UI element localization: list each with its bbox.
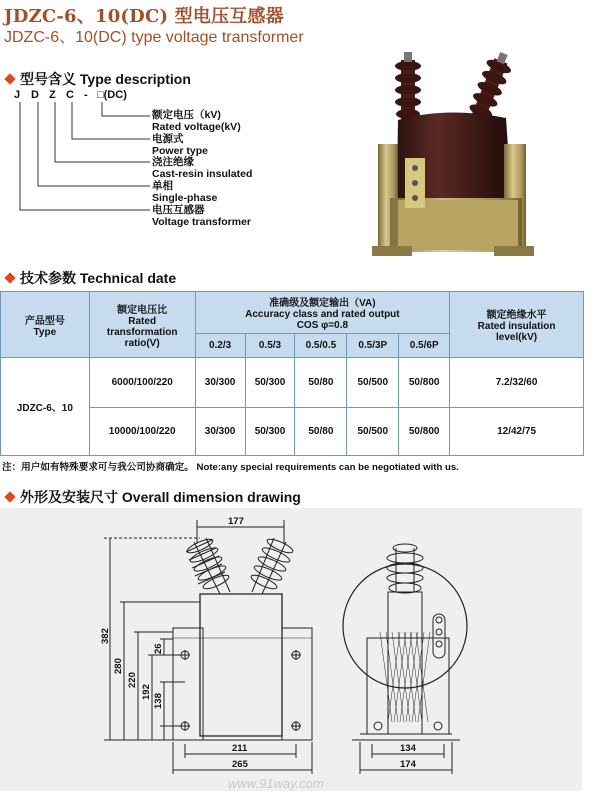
label-rated-voltage-en: Rated voltage(kV) [152,120,241,133]
insulation-cell: 7.2/32/60 [450,358,584,408]
dim-138: 138 [153,693,164,709]
label-voltage-transformer [152,205,251,228]
header-cos: COS φ=0.8 [296,320,349,331]
type-description-heading-text: 型号含义 Type description [20,71,191,87]
header-ratio-cn: 额定电压比 [117,304,168,316]
insulation-cell: 12/42/75 [450,408,584,456]
class-0.5-3p: 0.5/3P [347,334,399,358]
label-voltage-transformer-cn: 电压互感器 [152,204,205,216]
diamond-bullet-icon [4,272,15,283]
code-voltage: □(DC) [97,89,127,101]
dim-26: 26 [153,643,164,654]
spec-table [0,291,584,456]
label-power-type-cn: 电源式 [152,133,184,145]
value-cell: 50/800 [399,408,450,456]
dim-211: 211 [232,743,248,754]
type-description-heading [6,69,191,89]
value-cell: 50/800 [399,358,450,408]
code-letter-d: D [31,89,39,101]
dim-220: 220 [127,672,138,688]
table-row [1,358,584,408]
drawing-heading-text: 外形及安装尺寸 Overall dimension drawing [20,489,301,505]
header-ratio [89,292,195,358]
technical-heading [6,268,176,288]
label-single-phase-cn: 单相 [152,180,173,192]
class-0.5-3: 0.5/3 [245,334,295,358]
class-0.5-6p: 0.5/6P [399,334,450,358]
label-voltage-transformer-en: Voltage transformer [152,215,251,228]
code-letter-j: J [14,89,21,101]
value-cell: 50/80 [295,408,347,456]
value-cell: 50/500 [347,408,399,456]
value-cell: 50/300 [245,408,295,456]
dim-177: 177 [228,516,244,527]
technical-heading-text: 技术参数 Technical date [20,270,177,286]
class-0.5-0.5: 0.5/0.5 [295,334,347,358]
dim-265: 265 [232,759,248,770]
header-model-en: Type [33,326,57,338]
ratio-cell: 10000/100/220 [89,408,195,456]
header-model-cn: 产品型号 [24,315,65,327]
code-dash: - [84,89,88,101]
header-model [1,292,90,358]
header-insulation-en: Rated insulation level(kV) [477,321,556,343]
value-cell: 30/300 [195,358,245,408]
label-cast-resin [152,157,252,180]
side-view [343,544,467,774]
value-cell: 50/500 [347,358,399,408]
label-rated-voltage-cn: 额定电压（kV) [152,109,221,121]
dimension-drawing [0,508,582,791]
front-right-insulator [250,537,295,594]
diamond-bullet-icon [4,491,15,502]
code-letter-c: C [66,89,74,101]
page-title-en: JDZC-6、10(DC) type voltage transformer [4,29,304,46]
ratio-cell: 6000/100/220 [89,358,195,408]
watermark: www.91way.com [228,776,324,791]
header-accuracy-en: Accuracy class and rated output [245,309,400,320]
value-cell: 50/80 [295,358,347,408]
dim-174: 174 [400,759,416,770]
dim-280: 280 [113,658,124,674]
header-insulation [450,292,584,358]
label-cast-resin-cn: 浇注绝缘 [152,156,194,168]
header-insulation-cn: 额定绝缘水平 [486,310,547,321]
header-accuracy [195,292,450,334]
header-ratio-en: Rated transformation ratio(V) [106,315,178,349]
dim-134: 134 [400,743,416,754]
drawing-heading [6,487,301,507]
product-photo [368,48,538,270]
dim-192: 192 [141,684,152,700]
label-power-type-en: Power type [152,144,209,157]
diamond-bullet-icon [4,73,15,84]
special-requirements-note: 注：用户如有特殊要求可与我公司协商确定。 Note:any special requirements can be negotiated with us. [2,462,459,473]
label-cast-resin-en: Cast-resin insulated [152,167,253,180]
value-cell: 50/300 [245,358,295,408]
type-code-leader-lines [0,100,160,230]
page-title-cn: JDZC-6、10(DC) 型电压互感器 [4,6,284,27]
model-cell: JDZC-6、10 [1,358,90,456]
dim-382: 382 [100,628,111,644]
header-accuracy-cn: 准确级及额定输出（VA) [269,298,376,309]
value-cell: 30/300 [195,408,245,456]
class-0.2-3: 0.2/3 [195,334,245,358]
label-single-phase [152,181,217,204]
label-rated-voltage [152,110,241,133]
label-power-type [152,134,208,157]
code-letter-z: Z [49,89,56,101]
label-single-phase-en: Single-phase [152,191,218,204]
front-left-insulator [186,537,231,594]
